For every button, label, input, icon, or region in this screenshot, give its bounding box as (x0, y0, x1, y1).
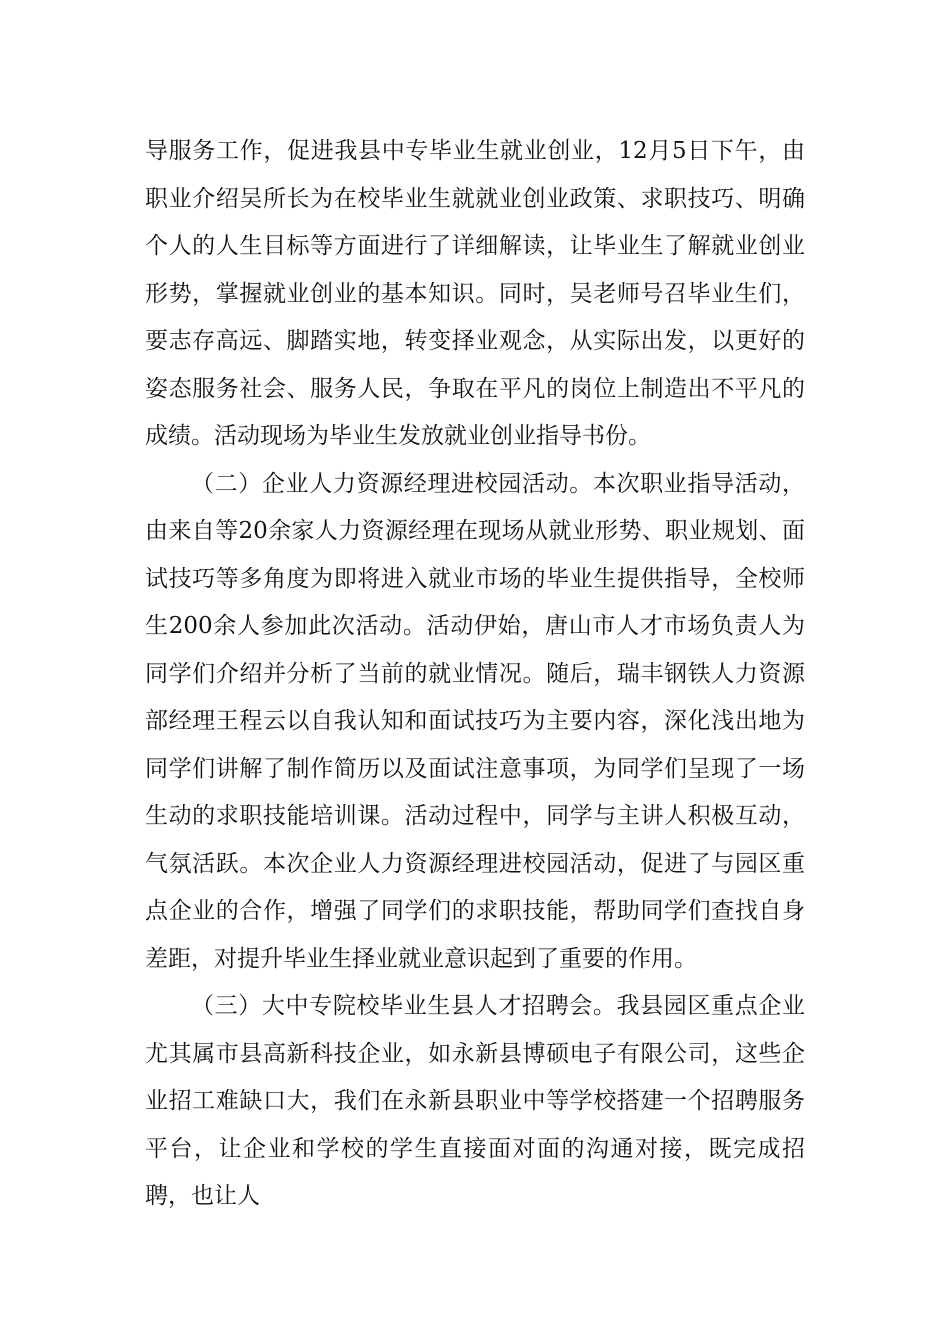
document-body (145, 128, 805, 1221)
paragraph-section-two: （二）企业人力资源经理进校园活动。本次职业指导活动，由来自等20余家人力资源经理在现场从就业形势、职业规划、面试技巧等多角度为即将进入就业市场的毕业生提供指导，全校师生200余人参加此次活动。活动伊始，唐山市人才市场负责人为同学们介绍并分析了当前的就业情况。随后，瑞丰钢铁人力资源部经理王程云以自我认知和面试技巧为主要内容，深化浅出地为同学们讲解了制作简历以及面试注意事项，为同学们呈现了一场生动的求职技能培训课。活动过程中，同学与主讲人积极互动，气氛活跃。本次企业人力资源经理进校园活动，促进了与园区重点企业的合作，增强了同学们的求职技能，帮助同学们查找自身差距，对提升毕业生择业就业意识起到了重要的作用。 (145, 470, 805, 972)
paragraph-continuation: 导服务工作，促进我县中专毕业生就业创业，12月5日下午，由职业介绍吴所长为在校毕业生就就业创业政策、求职技巧、明确个人的人生目标等方面进行了详细解读，让毕业生了解就业创业形势，掌握就业创业的基本知识。同时，吴老师号召毕业生们，要志存高远、脚踏实地，转变择业观念，从实际出发，以更好的姿态服务社会、服务人民，争取在平凡的岗位上制造出不平凡的成绩。活动现场为毕业生发放就业创业指导书份。 (145, 138, 805, 449)
paragraph-section-three: （三）大中专院校毕业生县人才招聘会。我县园区重点企业尤其属市县高新科技企业，如永新县博硕电子有限公司，这些企业招工难缺口大，我们在永新县职业中等学校搭建一个招聘服务平台，让企业和学校的学生直接面对面的沟通对接，既完成招聘，也让人 (145, 993, 805, 1209)
